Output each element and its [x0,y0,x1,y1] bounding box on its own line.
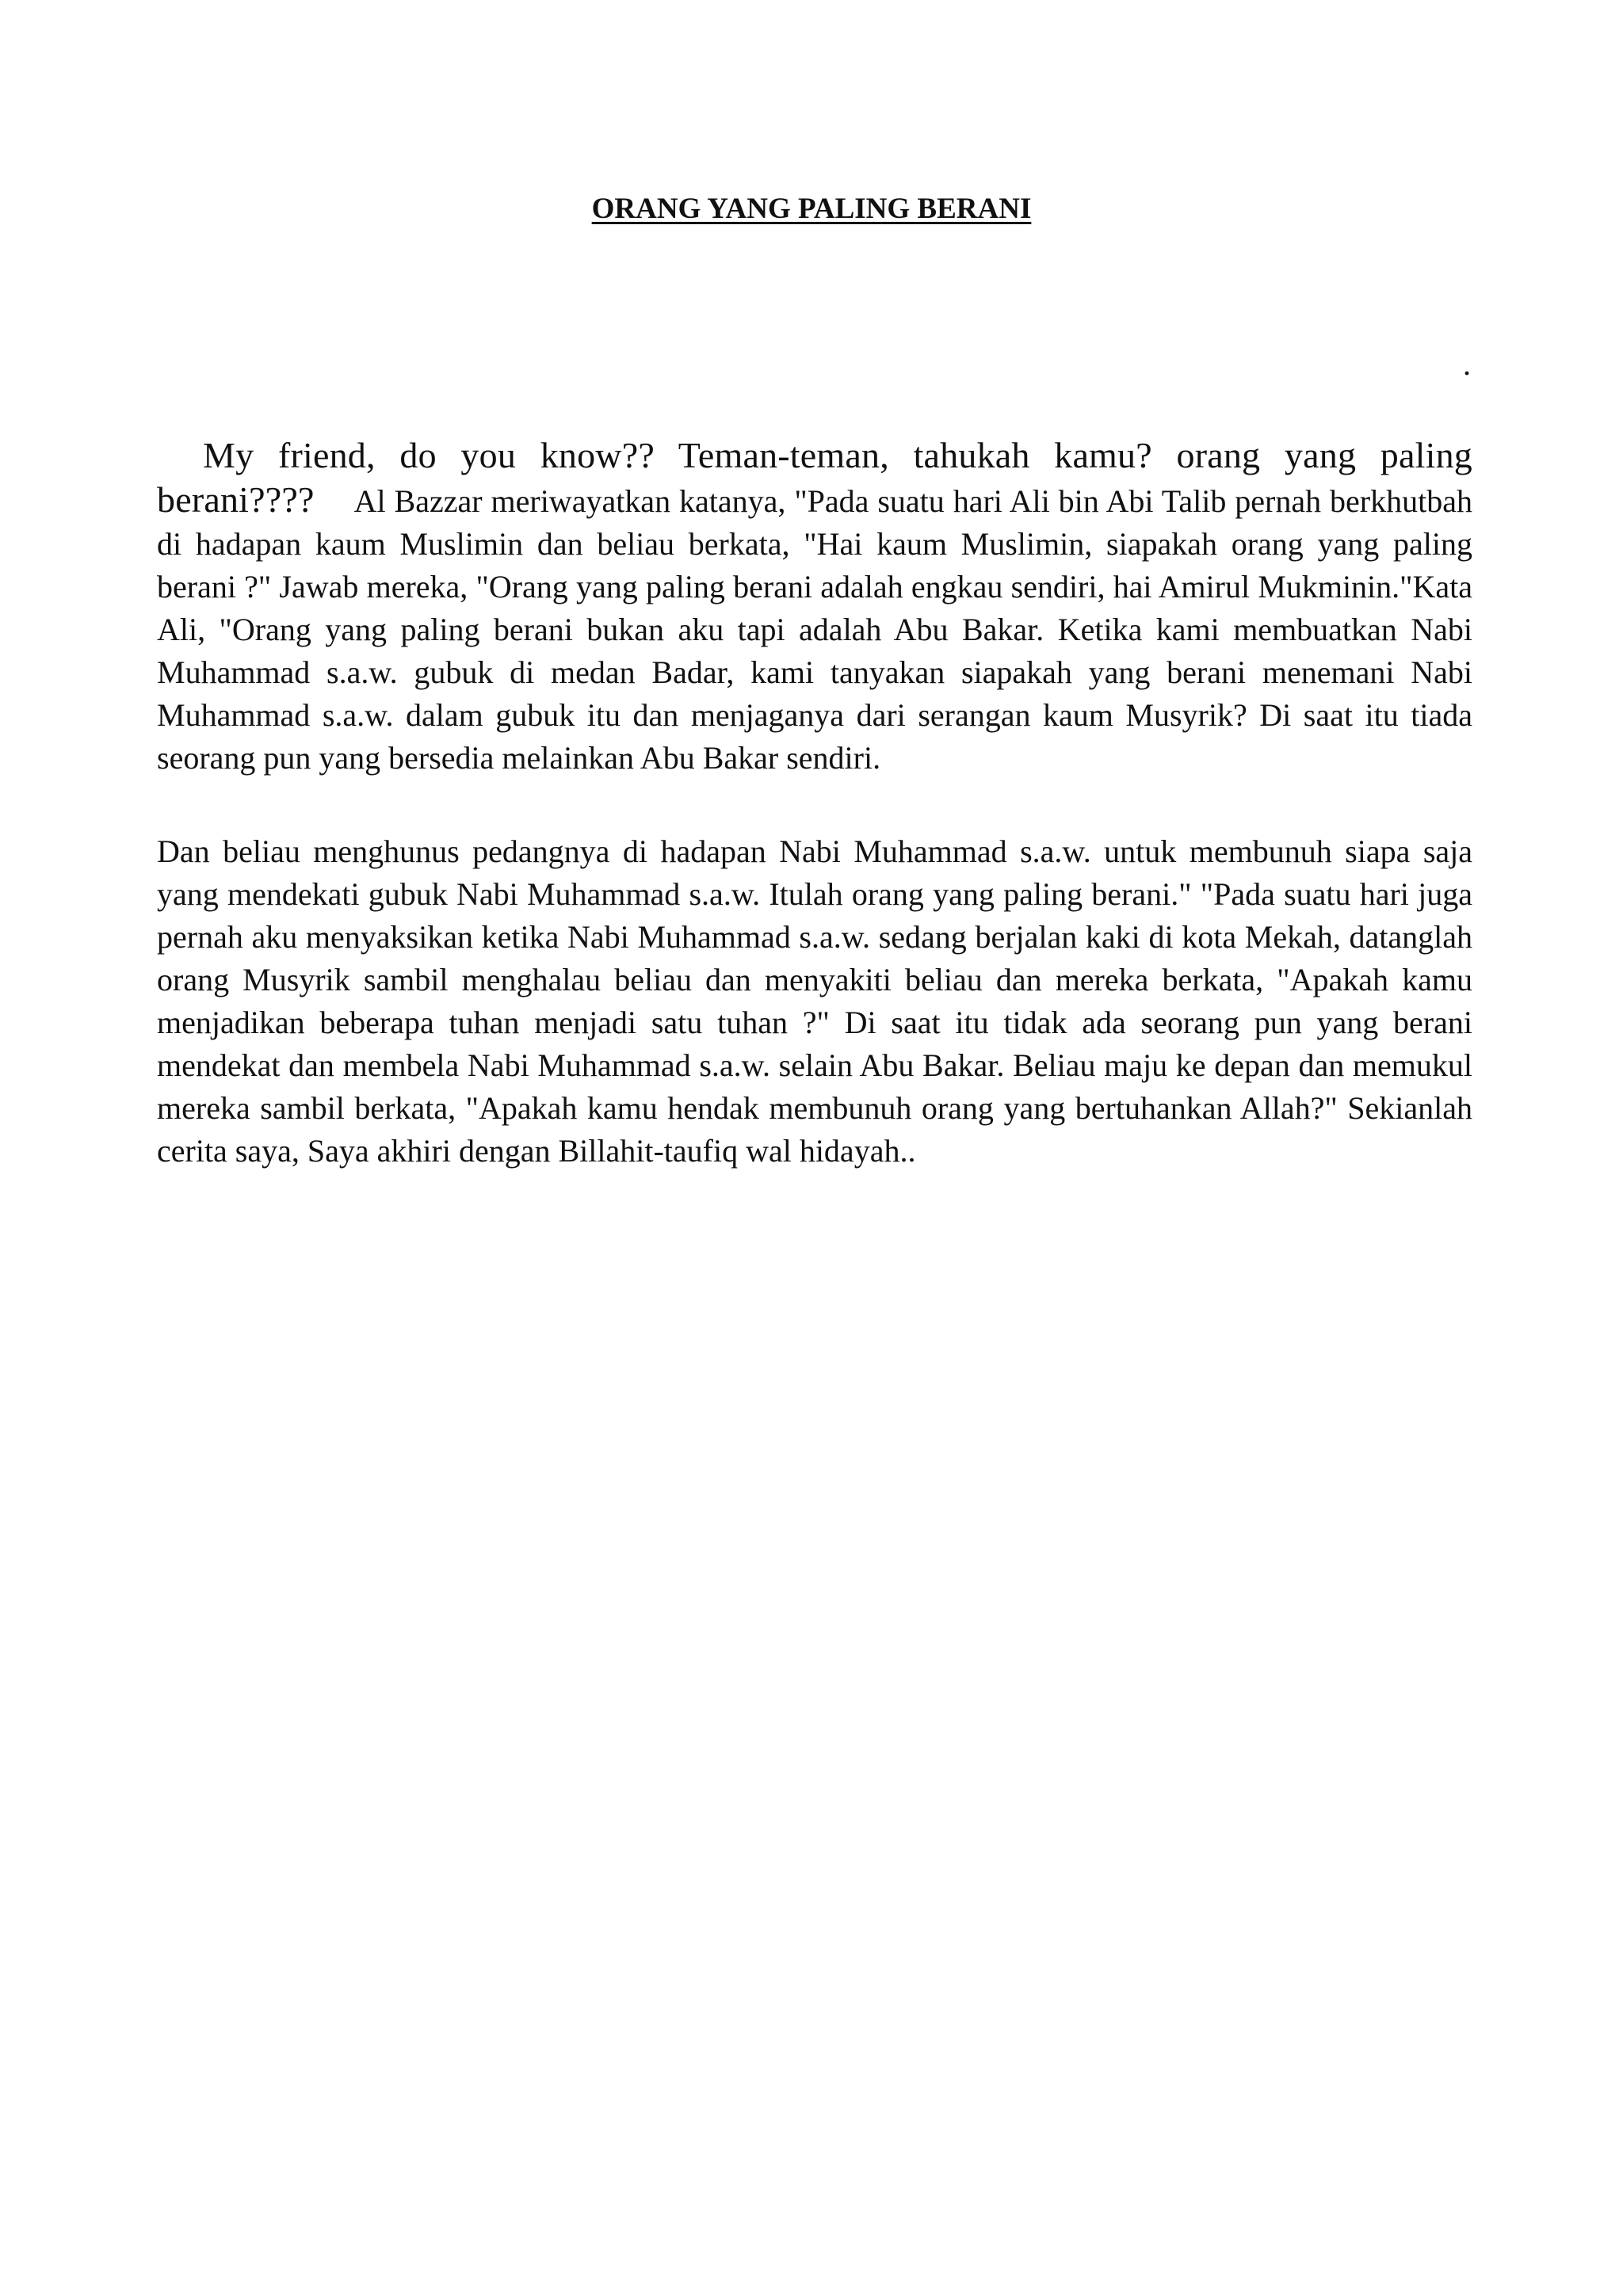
paragraph-1-lead: My friend, do you know?? Teman-teman, tahukah kamu? orang yang paling berani???? [157,435,1472,520]
dot-marker: . [1463,346,1471,382]
document-title: ORANG YANG PALING BERANI [591,193,1032,225]
paragraph-2: Dan beliau menghunus pedangnya di hadapan Nabi Muhammad s.a.w. untuk membunuh siapa saja yang mendekati gubuk Nabi Muhammad s.a.w. Itulah orang yang paling berani." "Pada suatu hari juga pernah aku menyaksikan ketika Nabi Muhammad s.a.w. sedang berjalan kaki di kota Mekah, datanglah orang Musyrik sambil menghalau beliau dan menyakiti beliau dan mereka berkata, "Apakah kamu menjadikan beberapa tuhan menjadi satu tuhan ?" Di saat itu tidak ada seorang pun yang berani mendekat dan membela Nabi Muhammad s.a.w. selain Abu Bakar. Beliau maju ke depan dan memukul mereka sambil berkata, "Apakah kamu hendak membunuh orang yang bertuhankan Allah?" Sekianlah cerita saya, Saya akhiri dengan Billahit-taufiq wal hidayah.. [157,833,1472,1169]
paragraph-1-text: Al Bazzar meriwayatkan katanya, "Pada suatu hari Ali bin Abi Talib pernah berkhutbah di hadapan kaum Muslimin dan beliau berkata, "Hai kaum Muslimin, siapakah orang yang paling berani ?" Jawab mereka, "Orang yang paling berani adalah engkau sendiri, hai Amirul Mukminin."Kata Ali, "Orang yang paling berani bukan aku tapi adalah Abu Bakar. Ketika kami membuatkan Nabi Muhammad s.a.w. gubuk di medan Badar, kami tanyakan siapakah yang berani menemani Nabi Muhammad s.a.w. dalam gubuk itu dan menjaganya dari serangan kaum Musyrik? Di saat itu tiada seorang pun yang bersedia melainkan Abu Bakar sendiri. [157,483,1472,776]
paragraph-1 [157,434,1472,780]
